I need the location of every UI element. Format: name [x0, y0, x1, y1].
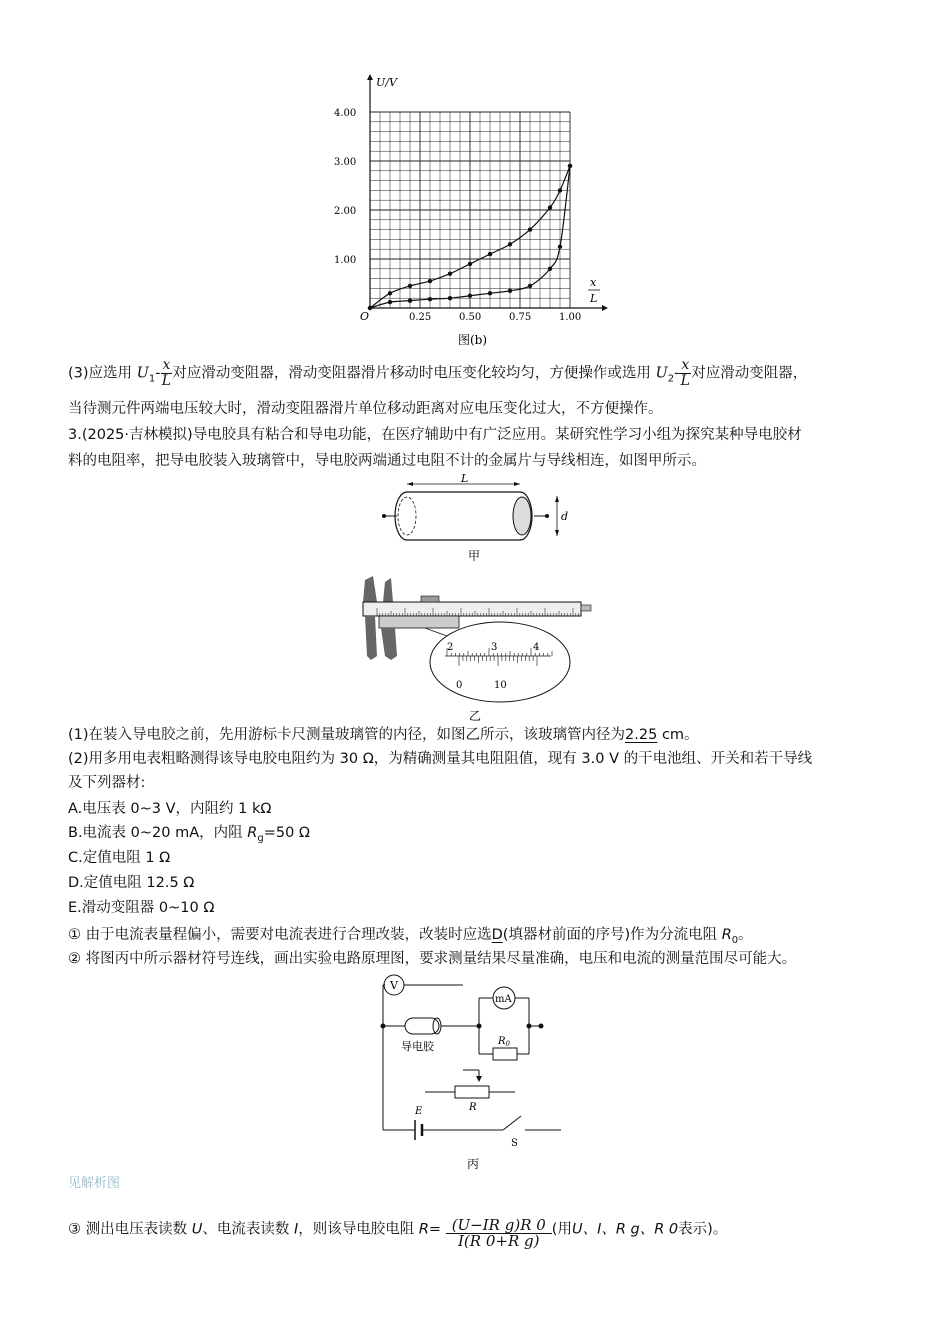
resistance-fraction	[446, 1218, 552, 1249]
data-point	[448, 272, 452, 276]
data-point	[448, 296, 452, 300]
data-point	[508, 289, 512, 293]
option-d: D.定值电阻 12.5 Ω	[68, 875, 195, 891]
data-point	[488, 291, 492, 295]
step1-answer: D	[491, 927, 503, 943]
main-mark-3: 3	[491, 642, 498, 653]
q3-formula-line: ③ 测出电压表读数 U、电流表读数 I，则该导电胶电阻 R= $\frac{\text{(U−IR g)R 0}}{\text{I(R 0+R g)}}$ (用U、I、R g、R 0表示)。	[68, 1216, 728, 1250]
data-point	[488, 252, 492, 256]
data-point	[428, 279, 432, 283]
r0-label: $R_0$	[498, 1036, 510, 1048]
x-tick-label: 0.50	[459, 312, 482, 323]
y-tick-label: 3.00	[334, 157, 357, 168]
x-axis-label-num: x	[590, 276, 597, 289]
chart-axes	[367, 74, 608, 311]
data-point	[508, 242, 512, 246]
figure-bing-caption: 丙	[467, 1157, 480, 1171]
vernier-mark-0: 0	[456, 680, 463, 691]
y-tick-label: 4.00	[334, 108, 357, 119]
see-analysis-link[interactable]: 见解析图	[68, 1176, 121, 1191]
data-point	[388, 300, 392, 304]
figure-yi-caliper	[355, 572, 595, 724]
q2-line2: 及下列器材:	[68, 775, 146, 791]
rheostat-label: R	[469, 1102, 477, 1113]
data-point	[408, 298, 412, 302]
q2-line1: (2)用多用电表粗略测得该导电胶电阻约为 30 Ω，为精确测量其电阻阻值，现有 3.0 V 的干电池组、开关和若干导线	[68, 751, 813, 767]
main-mark-2: 2	[447, 642, 454, 653]
y-tick-labels	[334, 108, 356, 266]
data-point	[528, 284, 532, 288]
q1-line: (1)在装入导电胶之前，先用游标卡尺测量玻璃管的内径，如图乙所示，该玻璃管内径为2.25 cm。	[68, 727, 699, 743]
y-axis-label: U/V	[376, 76, 397, 89]
ammeter-symbol: mA	[495, 994, 512, 1005]
x-tick-label: 0.25	[409, 312, 432, 323]
figure-b-chart	[330, 72, 620, 350]
y-tick-label: 2.00	[334, 206, 357, 217]
data-point	[528, 227, 532, 231]
q1-answer: 2.25	[625, 727, 658, 743]
data-point	[388, 291, 392, 295]
fraction-numerator: (U−IR g)R 0	[446, 1218, 552, 1234]
data-point	[558, 245, 562, 249]
option-b: B.电流表 0~20 mA，内阻 $R_g=50$ Ω	[68, 825, 310, 844]
option-a: A.电压表 0~3 V，内阻约 1 kΩ	[68, 801, 272, 817]
problem3-line2: 料的电阻率，把导电胶装入玻璃管中，导电胶两端通过电阻不计的金属片与导线相连，如图甲所示。	[68, 453, 706, 469]
emf-label: E	[415, 1106, 423, 1117]
option-c: C.定值电阻 1 Ω	[68, 850, 171, 866]
x-over-l-fraction: $\frac{x}{L}$	[161, 357, 172, 389]
data-point	[548, 267, 552, 271]
q2-step1: ① 由于电流表量程偏小，需要对电流表进行合理改装，改装时应选D(填器材前面的序号)作为分流电阻 $R_0$。	[68, 927, 753, 946]
q2-step2: ② 将图丙中所示器材符号连线，画出实验电路原理图，要求测量结果尽量准确，电压和电流的测量范围尽可能大。	[68, 951, 797, 967]
origin-label: O	[360, 310, 370, 323]
main-mark-4: 4	[533, 642, 540, 653]
diameter-label: d	[561, 510, 569, 523]
q3-part3-line2: 当待测元件两端电压较大时，滑动变阻器滑片单位移动距离对应电压变化过大，不方便操作。	[68, 401, 663, 417]
q3-part3-line1: (3)应选用 $U_1-$ $\frac{x}{L}$ 对应滑动变阻器，滑动变阻器滑片移动时电压变化较均匀，方便操作或选用 $U_2-$ $\frac{x}{L}$ 对应滑动变阻器，	[68, 357, 808, 389]
fraction-denominator: I(R 0+R g)	[458, 1232, 540, 1250]
data-point	[468, 262, 472, 266]
x-tick-label: 0.75	[509, 312, 532, 323]
length-label: L	[461, 472, 469, 485]
glue-label: 导电胶	[401, 1040, 434, 1053]
data-point	[558, 188, 562, 192]
y-tick-label: 1.00	[334, 255, 357, 266]
switch-label: S	[511, 1138, 518, 1149]
x-tick-label: 1.00	[559, 312, 582, 323]
data-point	[428, 297, 432, 301]
x-over-l-fraction: $\frac{x}{L}$	[680, 357, 690, 389]
x-axis-label-den: L	[590, 292, 598, 305]
figure-bing-circuit	[375, 972, 575, 1174]
x-tick-labels	[409, 312, 581, 323]
figure-b-caption: 图(b)	[458, 333, 488, 347]
data-point	[568, 164, 572, 168]
vernier-mark-10: 10	[494, 680, 507, 691]
figure-jia-tube	[375, 470, 575, 566]
figure-yi-caption: 乙	[469, 709, 482, 723]
figure-jia-caption: 甲	[468, 549, 481, 563]
data-point	[548, 205, 552, 209]
option-e: E.滑动变阻器 0~10 Ω	[68, 900, 215, 916]
problem3-line1: 3.(2025·吉林模拟)导电胶具有粘合和导电功能，在医疗辅助中有广泛应用。某研究性学习小组为探究某种导电胶材	[68, 427, 802, 443]
data-point	[408, 284, 412, 288]
voltmeter-symbol: V	[390, 979, 398, 992]
data-point	[468, 294, 472, 298]
